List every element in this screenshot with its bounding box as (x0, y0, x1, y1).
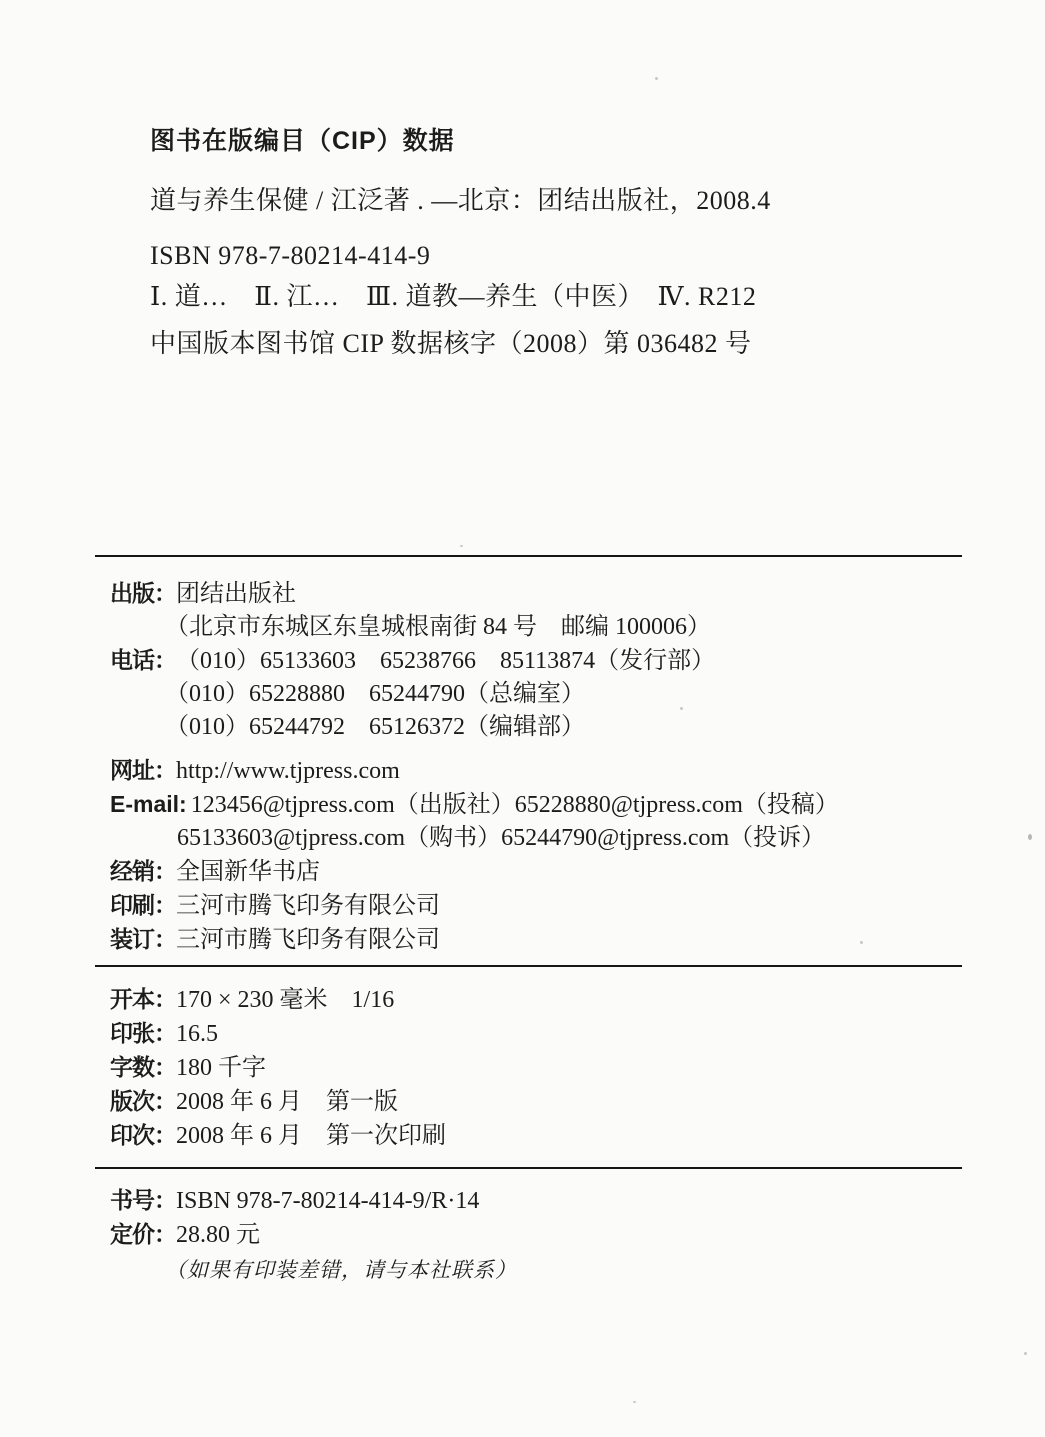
field-value: 三河市腾飞印务有限公司 (176, 893, 440, 919)
pub-row-email (110, 788, 990, 822)
field-value: ISBN 978-7-80214-414-9/R·14 (176, 1188, 480, 1214)
field-value: （010）65228880 65244790（总编室） (165, 681, 585, 707)
field-value: 180 千字 (176, 1055, 266, 1081)
field-label: E-mail: (110, 791, 187, 817)
pub-row-phone2 (110, 678, 990, 711)
cip-classification-line: Ⅰ. 道… Ⅱ. 江… Ⅲ. 道教—养生（中医） Ⅳ. R212 (150, 282, 757, 311)
price-block (110, 1184, 990, 1288)
scan-speck (633, 1401, 636, 1403)
field-label: 版次： (110, 1088, 176, 1114)
divider-top (95, 555, 962, 557)
field-value: （010）65133603 65238766 85113874（发行部） (176, 648, 716, 674)
print-row-sheets (110, 1017, 990, 1051)
field-label: 定价： (110, 1221, 176, 1247)
scan-speck (680, 707, 683, 710)
field-value: 28.80 元 (176, 1222, 260, 1248)
price-row-price (110, 1218, 990, 1252)
pub-row-distribution (110, 855, 990, 889)
field-value: 全国新华书店 (176, 859, 320, 885)
field-label: 电话： (110, 647, 176, 673)
pub-row-printing (110, 889, 990, 923)
field-label: 书号： (110, 1187, 176, 1213)
pub-row-email2 (110, 822, 990, 855)
field-value: （010）65244792 65126372（编辑部） (165, 714, 585, 740)
email-value-4: 65244790@tjpress.com（投诉） (501, 825, 826, 851)
field-label: 网址： (110, 757, 176, 783)
divider-bottom (95, 1167, 962, 1169)
email-value-2: 65228880@tjpress.com（投稿） (514, 792, 839, 818)
print-row-format (110, 983, 990, 1017)
field-label: 经销： (110, 858, 176, 884)
pub-row-website (110, 754, 990, 788)
field-value: 三河市腾飞印务有限公司 (176, 927, 440, 953)
pub-row-binding (110, 923, 990, 957)
field-value: 2008 年 6 月 第一次印刷 (176, 1123, 446, 1149)
field-label: 印次： (110, 1122, 176, 1148)
field-value: 团结出版社 (176, 581, 296, 607)
print-row-edition (110, 1085, 990, 1119)
cip-record-line: 中国版本图书馆 CIP 数据核字（2008）第 036482 号 (150, 329, 752, 358)
cip-title-line: 道与养生保健 / 江泛著 . —北京：团结出版社，2008.4 (150, 186, 771, 215)
scan-speck (1024, 1352, 1027, 1355)
field-value: 16.5 (176, 1021, 218, 1047)
divider-middle (95, 965, 962, 967)
field-label: 字数： (110, 1054, 176, 1080)
field-label: 装订： (110, 926, 176, 952)
pub-row-publisher (110, 577, 990, 611)
misprint-contact-note: （如果有印装差错，请与本社联系） (165, 1258, 517, 1282)
publisher-block (110, 577, 990, 957)
pub-row-phone3 (110, 711, 990, 744)
pub-row-phone (110, 644, 990, 678)
field-label: 印张： (110, 1020, 176, 1046)
website-url: http://www.tjpress.com (176, 758, 400, 784)
email-value-1: 123456@tjpress.com（出版社） (190, 792, 515, 818)
cip-block (150, 128, 910, 357)
scan-speck (1028, 834, 1032, 840)
field-label: 印刷： (110, 892, 176, 918)
cip-isbn-line: ISBN 978-7-80214-414-9 (150, 241, 431, 270)
field-value: 2008 年 6 月 第一版 (176, 1089, 398, 1115)
pub-row-address (110, 611, 990, 644)
scan-speck (460, 545, 463, 547)
field-value: （北京市东城区东皇城根南街 84 号 邮编 100006） (165, 614, 711, 640)
email-value-3: 65133603@tjpress.com（购书） (177, 825, 502, 851)
field-label: 出版： (110, 580, 176, 606)
printing-block (110, 983, 990, 1153)
print-row-wordcount (110, 1051, 990, 1085)
price-row-booknumber (110, 1184, 990, 1218)
field-label: 开本： (110, 986, 176, 1012)
field-value: 170 × 230 毫米 1/16 (176, 987, 395, 1013)
scan-speck (860, 941, 863, 944)
print-row-impression (110, 1119, 990, 1153)
cip-header: 图书在版编目（CIP）数据 (150, 127, 455, 155)
scan-speck (655, 77, 658, 80)
